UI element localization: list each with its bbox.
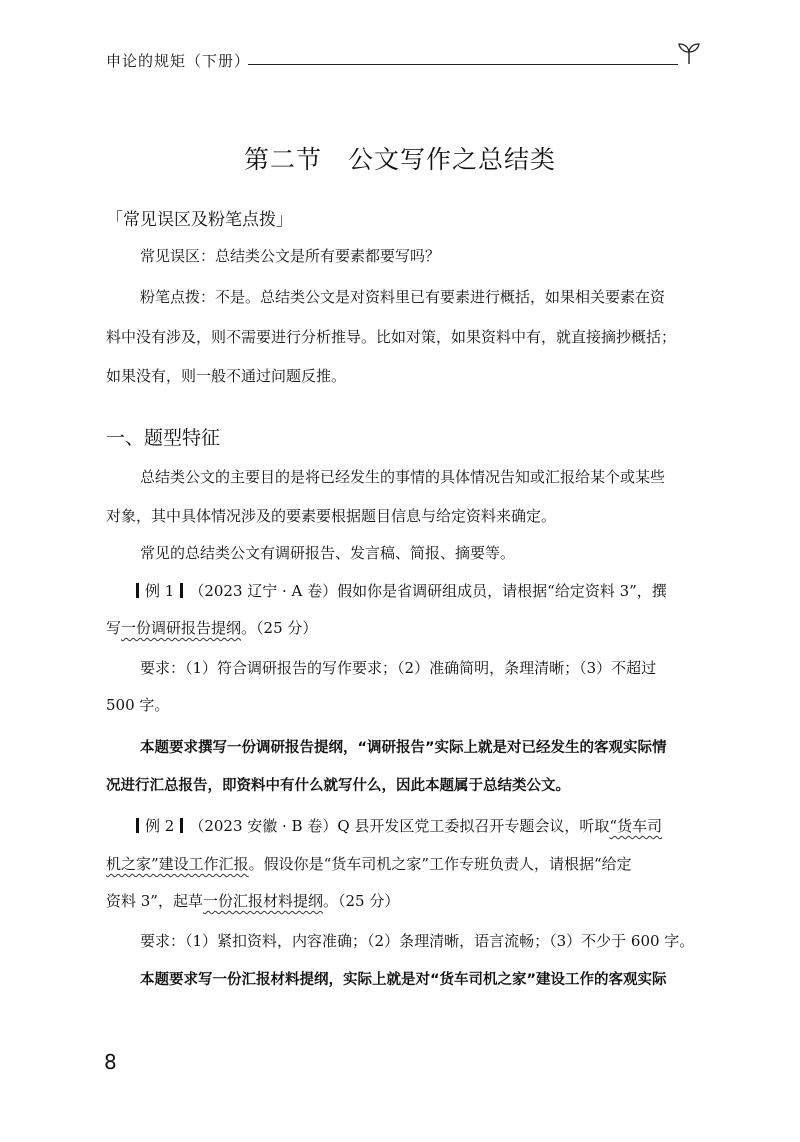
bracket-open: 「 [106,210,123,230]
example2-line3-pre: 资料 3”，起草 [106,892,203,910]
example1-line2-pre: 写 [106,619,122,637]
example1-requirements-1: 要求：（1）符合调研报告的写作要求；（2）准确简明，条理清晰；（3）不超过 [140,659,657,677]
common-types: 常见的总结类公文有调研报告、发言稿、简报、摘要等。 [140,544,516,562]
example1-question-part1: （2023 辽宁 · A 卷）假如你是省调研组成员，请根据“给定资料 3”，撰 [189,582,667,600]
header-divider [248,64,678,65]
example1-emphasis: 一份调研报告提纲 [121,619,242,637]
example2-emphasis-b: 机之家”建设工作汇报 [106,855,249,873]
tips-heading [106,205,293,230]
misconception-text: 常见误区：总结类公文是所有要素都要写吗？ [140,247,441,265]
intro-line-2: 对象，其中具体情况涉及的要素要根据题目信息与给定资料来确定。 [106,507,557,525]
example2-line-3 [106,890,399,911]
advice-line-1: 粉笔点拨：不是。总结类公文是对资料里已有要素进行概括，如果相关要素在资 [140,288,666,306]
advice-line-3: 如果没有，则一般不通过问题反推。 [106,367,347,385]
page-number: 8 [104,1050,117,1074]
label-marker-left [136,583,139,598]
example2-label: 例 2 [145,817,175,835]
example2-line3-post: 。（25 分） [323,892,400,910]
example1-analysis-2: 况进行汇总报告，即资料中有什么就写什么，因此本题属于总结类公文。 [106,778,570,794]
example2-requirements: 要求：（1）紧扣资料，内容准确；（2）条理清晰，语言流畅；（3）不少于 600 字。 [140,932,695,950]
example2-line1-text: （2023 安徽 · B 卷）Q 县开发区党工委拟召开专题会议，听取 [189,817,610,835]
label-marker-right [180,818,183,833]
section-title: 第二节 公文写作之总结类 [243,145,556,174]
label-marker-left [136,818,139,833]
bracket-close: 」 [276,210,293,230]
example1-line-1 [130,580,667,601]
example1-analysis-1: 本题要求撰写一份调研报告提纲，“调研报告”实际上就是对已经发生的客观实际情 [140,740,667,756]
example2-line2-text: 。假设你是“货车司机之家”工作专班负责人，请根据“给定 [248,855,632,873]
example2-emphasis-c: 一份汇报材料提纲 [202,892,323,910]
example1-label: 例 1 [145,582,175,600]
example1-line-2 [106,617,317,638]
example1-line2-post: 。（25 分） [241,619,318,637]
sprout-icon [676,40,702,66]
example2-emphasis-a: “货车司 [609,817,663,835]
tips-heading-text: 常见误区及粉笔点拨 [123,210,276,230]
part1-heading: 一、题型特征 [106,427,221,449]
label-marker-right [180,583,183,598]
example2-analysis-1: 本题要求写一份汇报材料提纲，实际上就是对“货车司机之家”建设工作的客观实际 [140,972,667,988]
example2-line-1 [130,815,662,836]
advice-line-2: 料中没有涉及，则不需要进行分析推导。比如对策，如果资料中有，就直接摘抄概括； [106,328,677,346]
intro-line-1: 总结类公文的主要目的是将已经发生的事情的具体情况告知或汇报给某个或某些 [140,468,666,486]
example1-requirements-2: 500 字。 [106,696,170,714]
running-header: 申论的规矩（下册） [106,52,251,70]
example2-line-2 [106,853,632,874]
